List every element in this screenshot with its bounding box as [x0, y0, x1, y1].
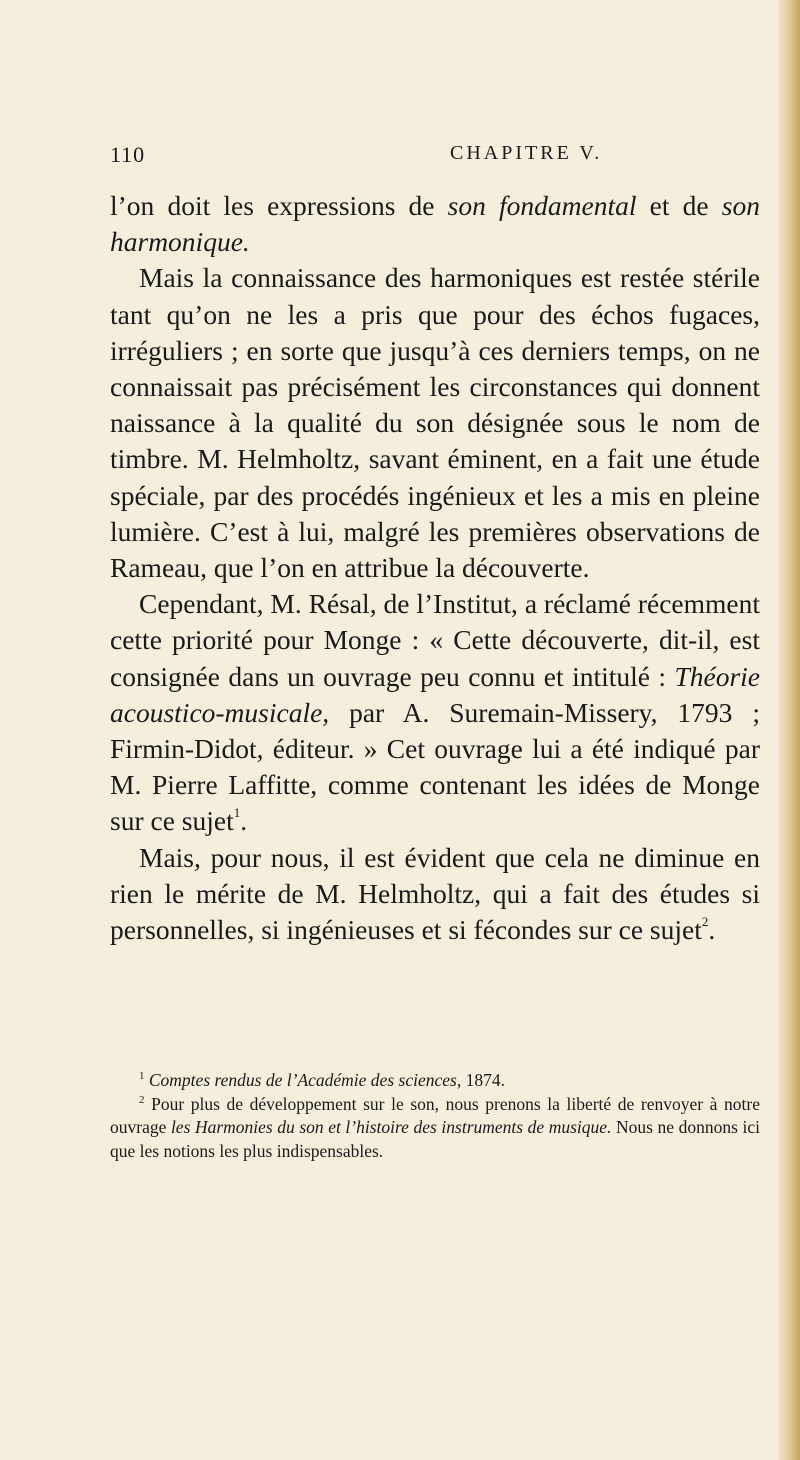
paragraph-3-text-b: par A. Suremain-Missery, 1793 ; Firmin-Didot, éditeur. » Cet ouvrage lui a été indiqué par M. Pierre Laffitte, comme contenant les idées de Monge sur ce sujet [110, 696, 760, 837]
paragraph-1-italic-fondamental: son fondamental [447, 190, 637, 221]
footnote-2-italic: les Harmonies du son et l’histoire des instruments de musique. [170, 1117, 612, 1137]
footnote-2-text-a: Pour plus de développement sur le son, nous prenons la liberté de renvoyer à notre ouvrage [110, 1093, 760, 1137]
footnote-2-mark: 2 [139, 1093, 145, 1106]
paragraph-3-text-a: Cependant, M. Résal, de l’Institut, a réclamé récemment cette priorité pour Monge : « Cette découverte, dit-il, est consignée dans un ouvrage peu connu et intitulé : [110, 588, 760, 692]
footnote-ref-2[interactable]: 2 [701, 914, 709, 930]
paragraph-2: Mais la connaissance des harmoniques est restée stérile tant qu’on ne les a pris que pour des échos fugaces, irréguliers ; en sorte que jusqu’à ces derniers temps, on ne connaissait pas précisément les circonstances qui donnent naissance à la qualité du son désignée sous le nom de timbre. M. Helmholtz, savant éminent, en a fait une étude spéciale, par des procédés ingénieux et les a mis en pleine lumière. C’est à lui, malgré les premières observations de Rameau, que l’on en attribue la découverte. [110, 262, 760, 584]
paragraph-3 [110, 586, 760, 839]
paragraph-1-text-a: l’on doit les expressions de [110, 190, 448, 221]
paragraph-3-italic-title: Théorie acoustico-musicale, [110, 660, 760, 728]
paragraph-4-end: . [708, 914, 716, 946]
footnote-1 [110, 1069, 760, 1093]
body-text [110, 188, 760, 948]
page-header [110, 142, 760, 170]
paragraph-1 [110, 188, 760, 260]
footnote-1-italic: Comptes rendus de l’Académie des sciences, [148, 1070, 462, 1090]
footnote-ref-1[interactable]: 1 [233, 805, 241, 821]
footnote-1-text: 1874. [461, 1070, 505, 1090]
running-head: CHAPITRE V. [450, 142, 603, 164]
footnote-2-text-b: Nous ne donnons ici que les notions les plus indispensables. [110, 1117, 760, 1161]
paragraph-1-italic-harmonique: son harmonique. [110, 190, 760, 258]
paragraph-4 [110, 840, 760, 949]
footnote-1-mark: 1 [139, 1070, 145, 1082]
paragraph-4-text: Mais, pour nous, il est évident que cela ne diminue en rien le mérite de M. Helmholtz, qui a fait des études si personnelles, si ingénieuses et si fécondes sur ce sujet [110, 841, 760, 946]
footnotes [110, 1069, 760, 1163]
footnote-2 [110, 1093, 760, 1164]
page-number: 110 [110, 142, 146, 167]
paragraph-3-end: . [240, 805, 248, 837]
paragraph-1-text-b: et de [636, 190, 722, 221]
